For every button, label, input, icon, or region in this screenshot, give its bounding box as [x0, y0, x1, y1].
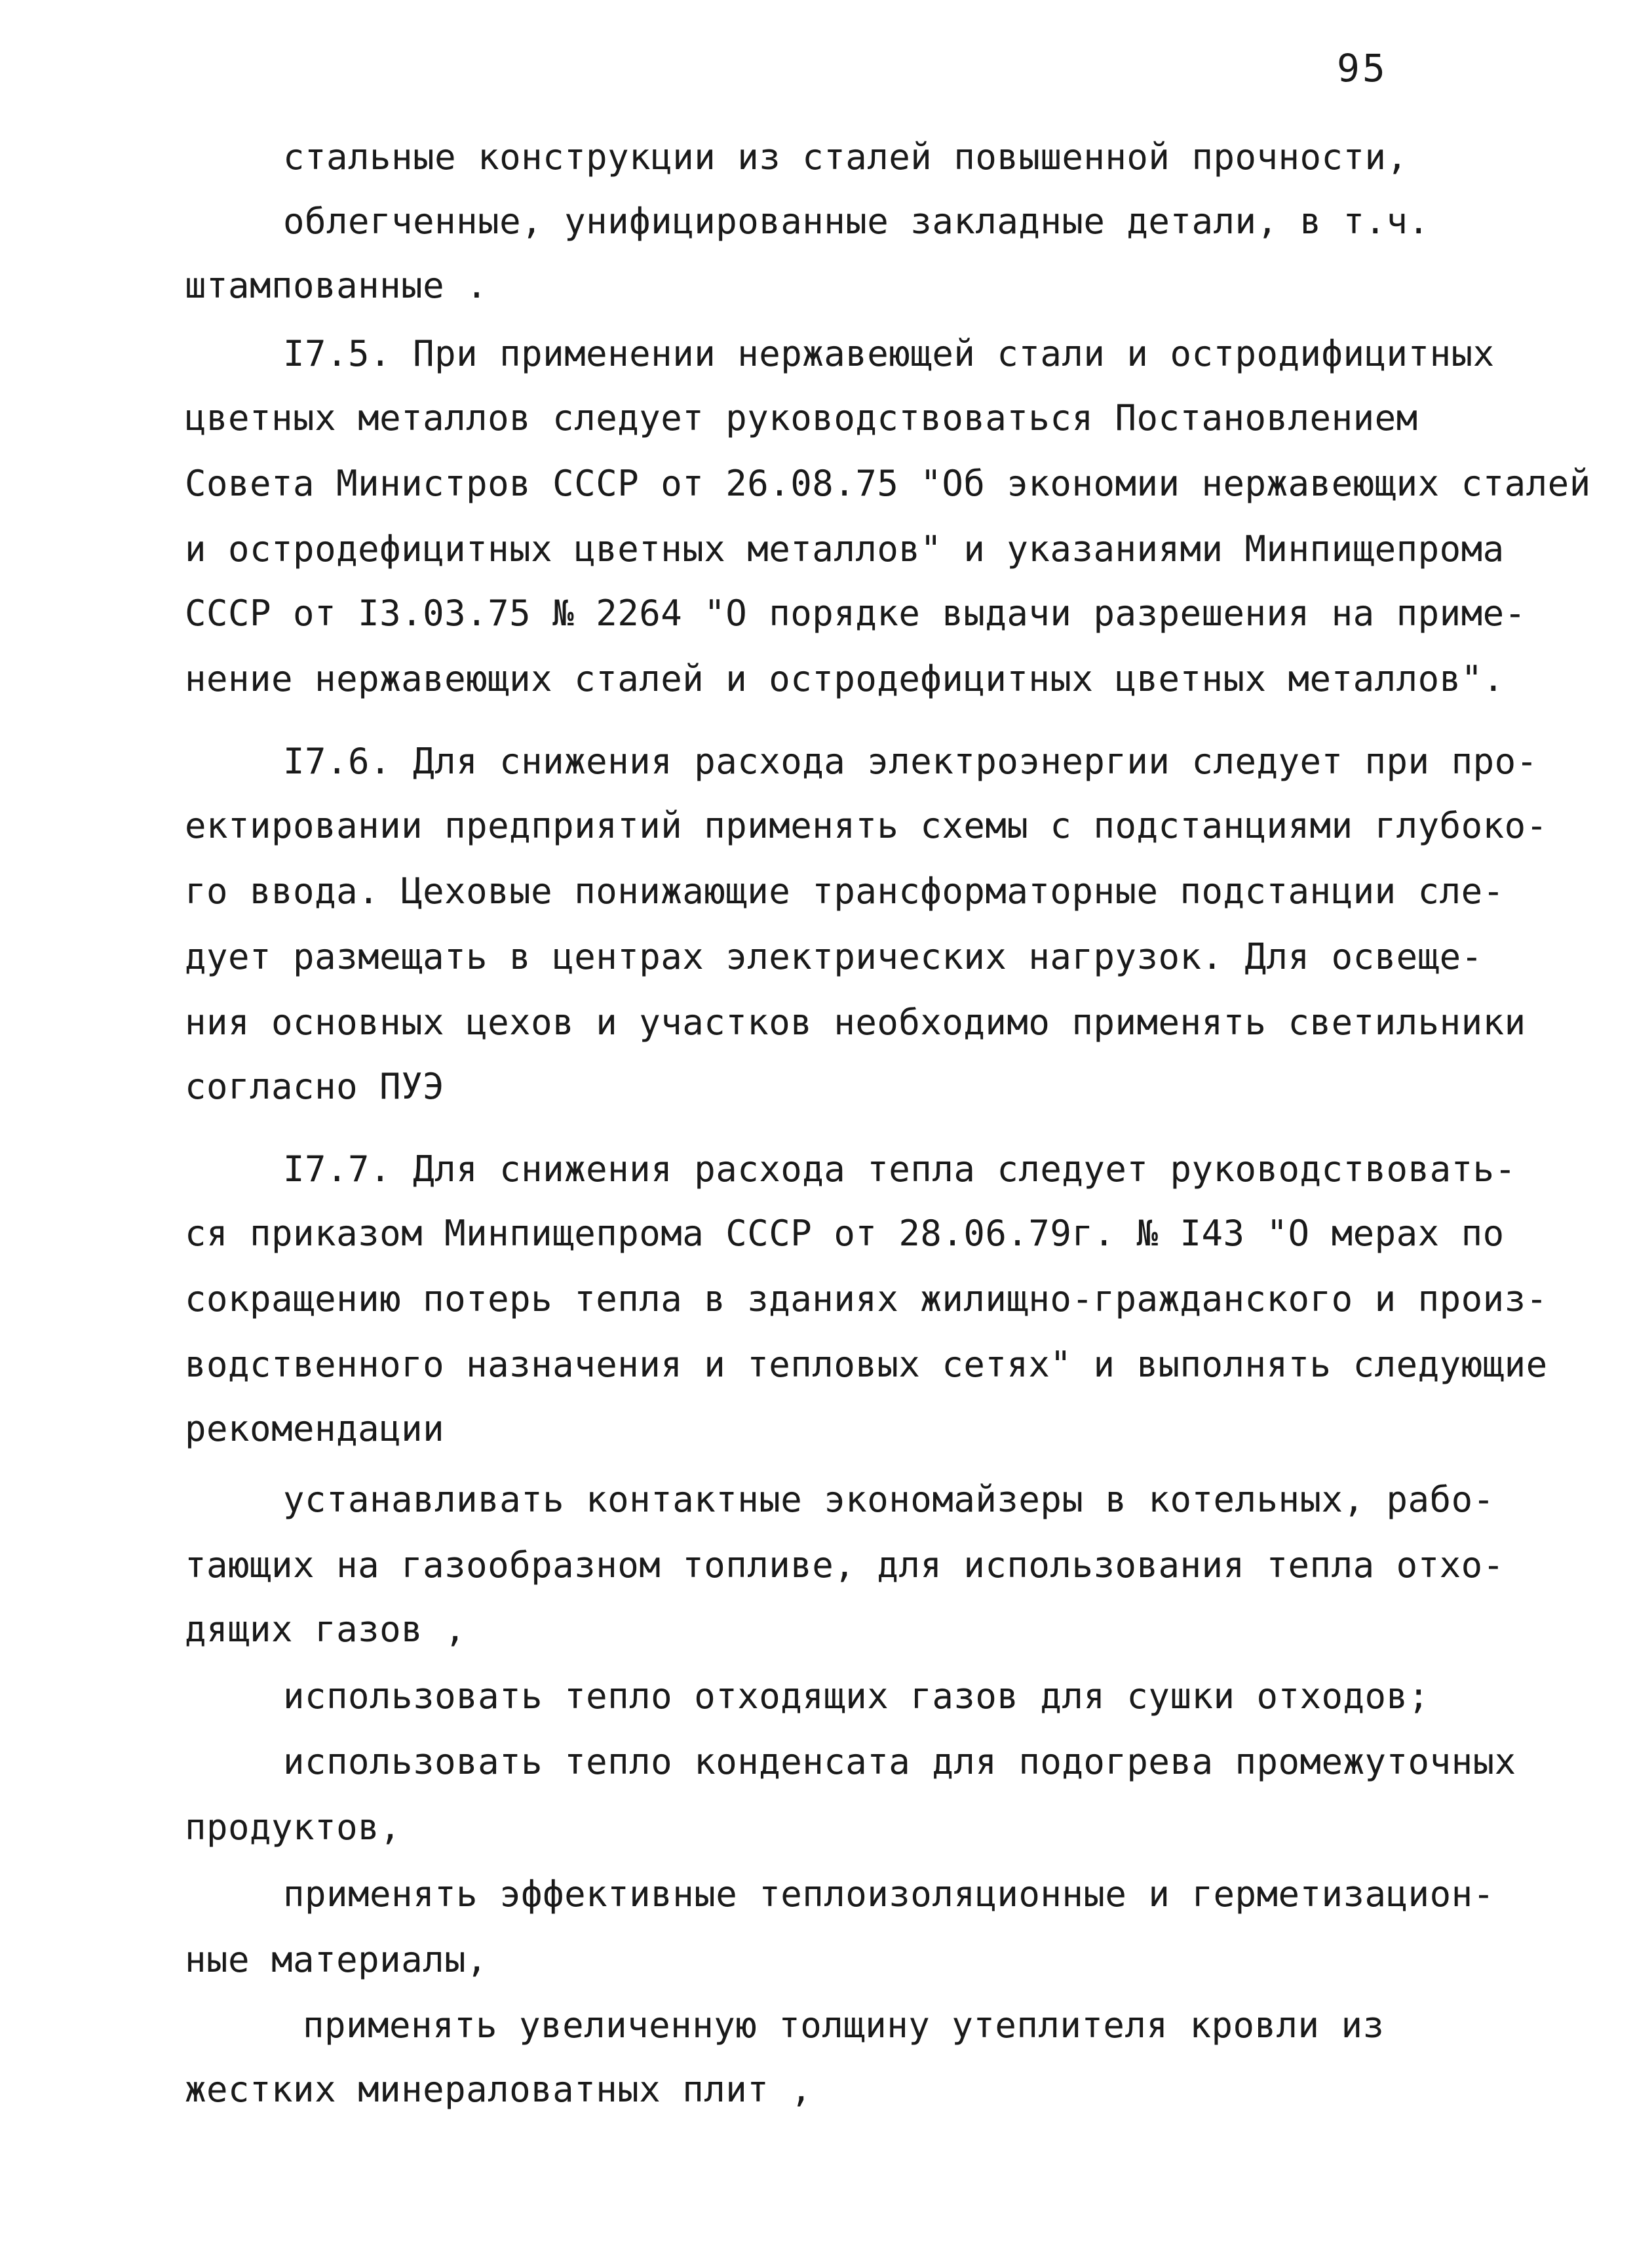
- text-line: ектировании предприятий применять схемы с подстанциями глубоко-: [185, 805, 1548, 846]
- text-line: рекомендации: [185, 1408, 445, 1449]
- text-line: тающих на газообразном топливе, для использования тепла отхо-: [185, 1544, 1505, 1586]
- list-item-line: устанавливать контактные экономайзеры в котельных, рабо-: [283, 1479, 1495, 1520]
- list-item-line: применять увеличенную толщину утеплителя кровли из: [303, 2004, 1385, 2046]
- text-line: нение нержавеющих сталей и остродефицитных цветных металлов".: [185, 658, 1505, 699]
- text-line: согласно ПУЭ: [185, 1066, 445, 1107]
- page-number: 95: [1337, 46, 1388, 90]
- list-item-line: использовать тепло отходящих газов для сушки отходов;: [283, 1675, 1430, 1717]
- text-line: и остродефицитных цветных металлов" и указаниями Минпищепрома: [185, 528, 1505, 570]
- text-line: водственного назначения и тепловых сетях" и выполнять следующие: [185, 1344, 1548, 1385]
- text-line: дящих газов ,: [185, 1609, 467, 1650]
- list-item-line: применять эффективные теплоизоляционные и герметизацион-: [283, 1873, 1495, 1915]
- text-line: цветных металлов следует руководствоваться Постановлением: [185, 397, 1418, 439]
- text-line: го ввода. Цеховые понижающие трансформаторные подстанции сле-: [185, 870, 1505, 912]
- text-line: облегченные, унифицированные закладные детали, в т.ч.: [283, 201, 1430, 242]
- list-item-line: использовать тепло конденсата для подогрева промежуточных: [283, 1741, 1516, 1782]
- text-line: Совета Министров СССР от 26.08.75 "Об экономии нержавеющих сталей: [185, 463, 1591, 504]
- paragraph-17-7-line: I7.7. Для снижения расхода тепла следует руководствовать-: [283, 1148, 1516, 1190]
- text-line: продуктов,: [185, 1807, 402, 1848]
- text-line: штампованные .: [185, 265, 488, 306]
- text-line: дует размещать в центрах электрических нагрузок. Для освеще-: [185, 936, 1483, 977]
- text-line: ся приказом Минпищепрома СССР от 28.06.79г. № I43 "О мерах по: [185, 1213, 1505, 1254]
- text-line: ния основных цехов и участков необходимо применять светильники: [185, 1002, 1526, 1043]
- paragraph-17-6-line: I7.6. Для снижения расхода электроэнергии следует при про-: [283, 741, 1538, 782]
- paragraph-17-5-line: I7.5. При применении нержавеющей стали и остродифицитных: [283, 333, 1495, 374]
- text-line: жестких минераловатных плит ,: [185, 2069, 813, 2110]
- text-line: ные материалы,: [185, 1939, 488, 1980]
- text-line: стальные конструкции из сталей повышенной прочности,: [283, 136, 1408, 178]
- text-line: сокращению потерь тепла в зданиях жилищно-гражданского и произ-: [185, 1278, 1548, 1320]
- text-line: СССР от I3.03.75 № 2264 "О порядке выдачи разрешения на приме-: [185, 593, 1526, 634]
